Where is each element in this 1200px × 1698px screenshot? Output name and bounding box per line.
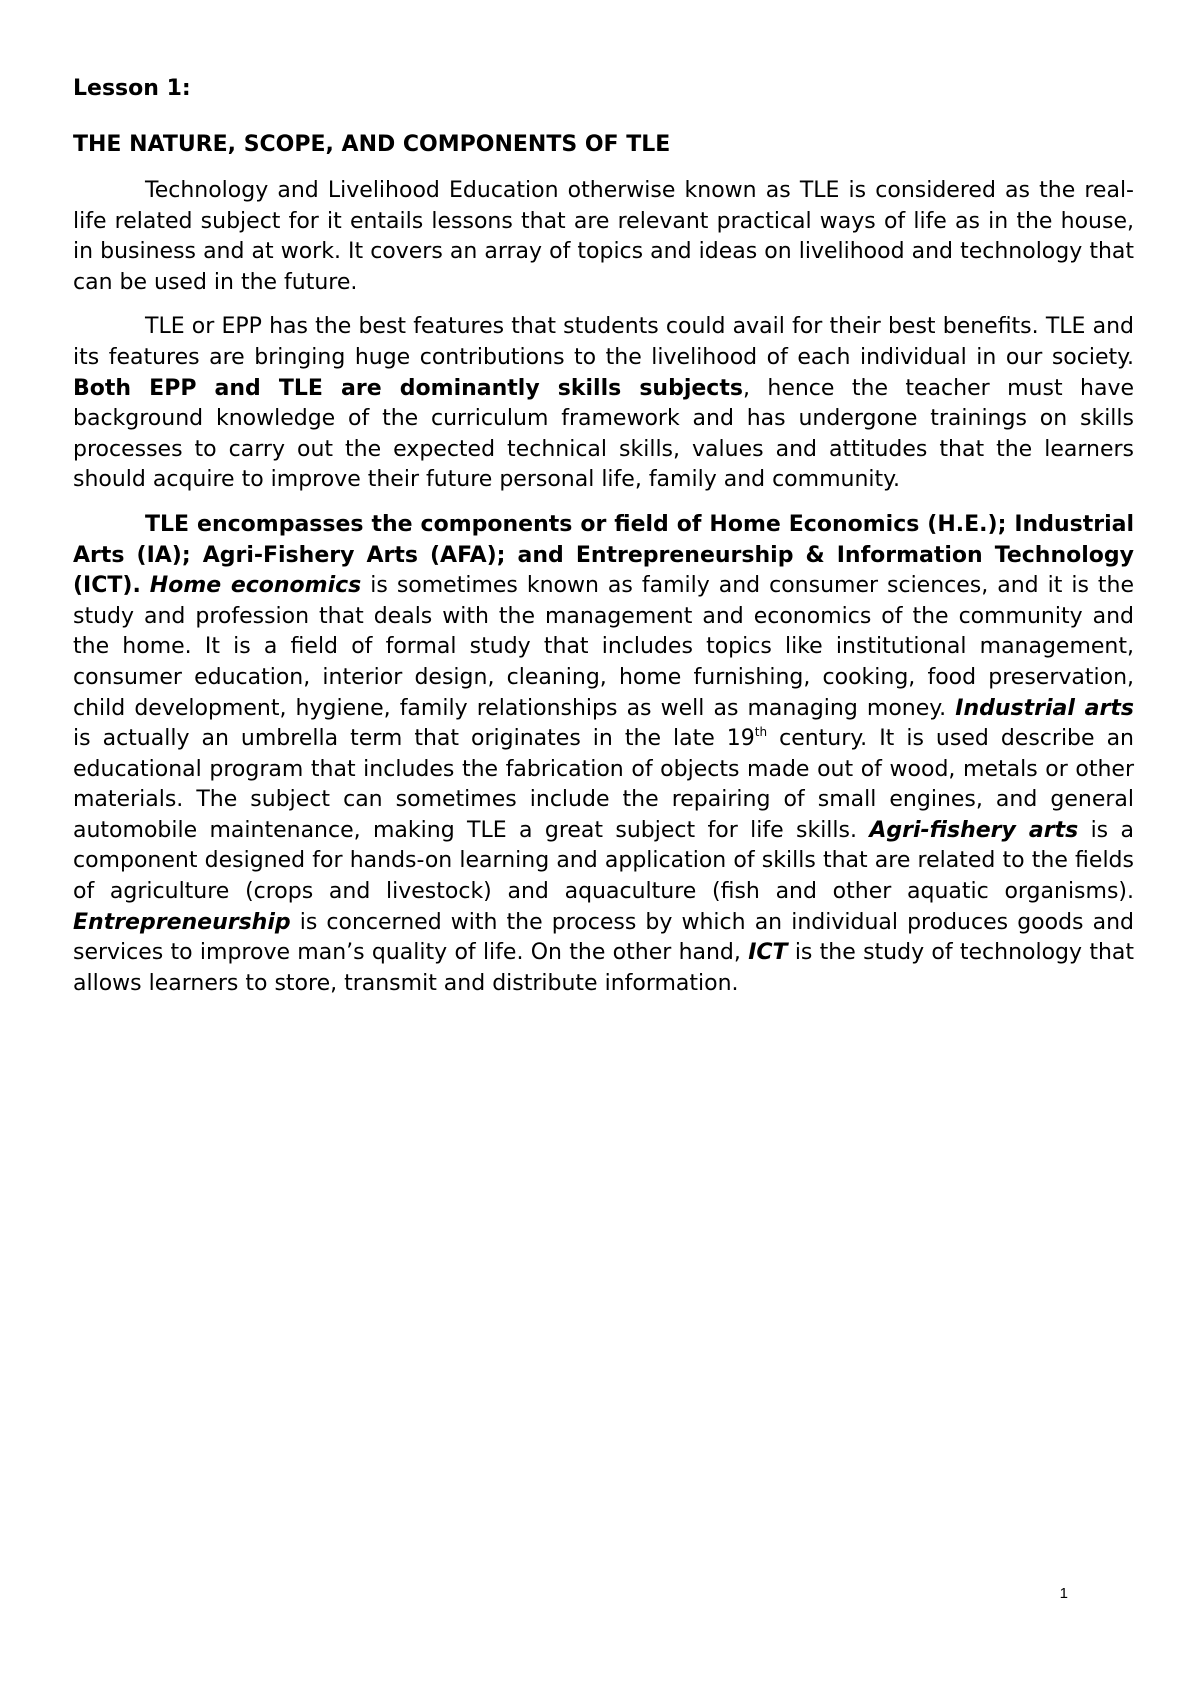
paragraph-text: century. It is used describe an educational program that includes the fabrication of objects made out of wood, metals or other materials. The subject can sometimes include the repairing of small engines, and general automobile maintenance, making TLE a great subject for life skills.	[73, 726, 1134, 843]
paragraph-text: is actually an umbrella term that originates in the late 19	[73, 726, 755, 752]
paragraph-text: TLE or EPP has the best features that students could avail for their best benefits. TLE and its features are bringing huge contributions to the livelihood of each individual in our society.	[73, 314, 1134, 370]
paragraph-text: is sometimes known as family and consumer sciences, and it is the study and profession that deals with the management and economics of the community and the home. It is a field of formal study that includes topics like institutional management, consumer education, interior design, cleaning, home furnishing, cooking, food preservation, child development, hygiene, family relationships as well as managing money.	[73, 573, 1134, 721]
paragraph-text: Technology and Livelihood Education otherwise known as TLE is considered as the real-life related subject for it entails lessons that are relevant practical ways of life as in the house, in business and at work. It covers an array of topics and ideas on livelihood and technology that can be used in the future.	[73, 178, 1134, 295]
page-number: 1	[1059, 1585, 1068, 1602]
paragraph-text: , hence the teacher must have background knowledge of the curriculum framework and has undergone trainings on skills processes to carry out the expected technical skills, values and attitudes that the learners should acquire to improve their future personal life, family and community.	[73, 375, 1134, 493]
term-entrepreneurship: Entrepreneurship	[73, 909, 291, 935]
paragraph-tle-definition	[73, 176, 1134, 298]
lesson-body	[73, 176, 1134, 1013]
document-page	[73, 0, 1134, 1698]
ordinal-superscript: th	[754, 725, 768, 740]
paragraph-text: is the study of technology that allows learners to store, transmit and distribute information.	[73, 940, 1134, 996]
lesson-label: Lesson 1:	[73, 76, 191, 101]
term-home-economics: Home economics	[149, 573, 362, 599]
term-ict: ICT	[748, 940, 788, 966]
lesson-title: THE NATURE, SCOPE, AND COMPONENTS OF TLE	[73, 132, 671, 157]
term-agri-fishery-arts: Agri-fishery arts	[869, 817, 1079, 843]
paragraph-tle-features	[73, 312, 1134, 496]
paragraph-text: is concerned with the process by which an individual produces goods and services to improve man’s quality of life. On the other hand,	[73, 909, 1134, 966]
paragraph-text: is a component designed for hands-on learning and application of skills that are related to the fields of agriculture (crops and livestock) and aquaculture (fish and other aquatic organisms).	[73, 817, 1135, 905]
paragraph-tle-components	[73, 510, 1134, 1000]
spacer-text	[141, 573, 150, 598]
emphasis-components-list: TLE encompasses the components or field of Home Economics (H.E.); Industrial Arts (IA); Agri-Fishery Arts (AFA); and Entrepreneurship & Information Technology (ICT).	[73, 511, 1134, 599]
emphasis-skills-subjects: Both EPP and TLE are dominantly skills subjects	[73, 375, 743, 401]
term-industrial-arts: Industrial arts	[955, 695, 1134, 721]
